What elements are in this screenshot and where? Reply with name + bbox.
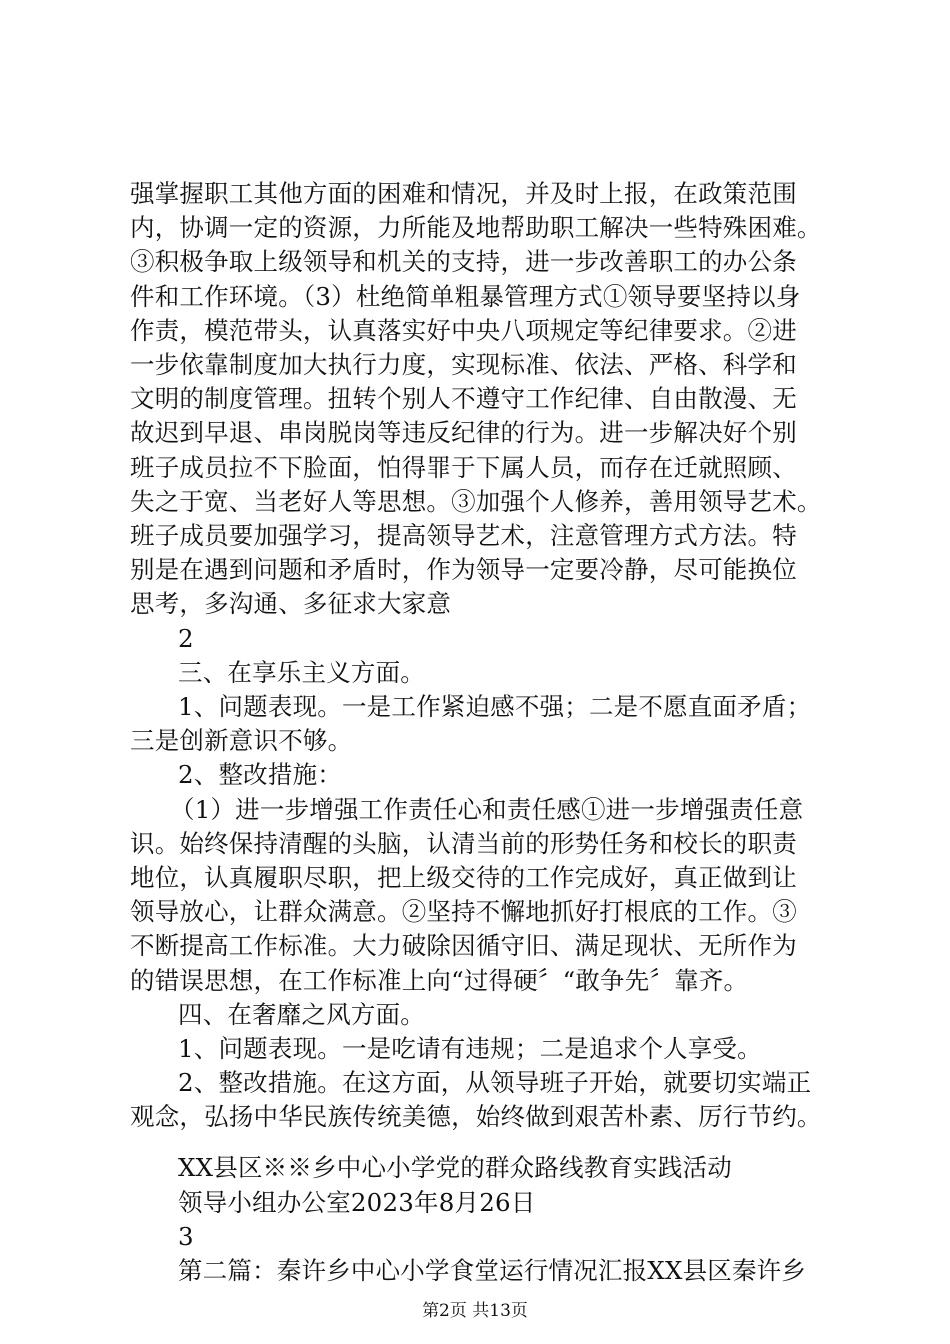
subheading: 2、整改措施：	[178, 760, 342, 789]
signature-organization: XX县区※※乡中心小学党的群众路线教育实践活动	[178, 1153, 732, 1182]
body-text-line: 故迟到早退、串岗脱岗等违反纪律的行为。进一步解决好个别	[130, 418, 797, 447]
signature-date: 领导小组办公室2023年8月26日	[178, 1188, 536, 1217]
body-text-line: 一步依靠制度加大执行力度，实现标准、依法、严格、科学和	[130, 350, 797, 379]
body-text-line: 地位，认真履职尽职，把上级交待的工作完成好，真正做到让	[130, 863, 797, 892]
body-text-line: 不断提高工作标准。大力破除因循守旧、满足现状、无所作为	[130, 931, 797, 960]
body-text-line: 1、问题表现。一是工作紧迫感不强；二是不愿直面矛盾；	[178, 692, 812, 721]
section-heading: 三、在享乐主义方面。	[178, 658, 425, 687]
body-text-line: 班子成员拉不下脸面，怕得罪于下属人员，而存在迁就照顾、	[130, 453, 797, 482]
body-text-line: 1、问题表现。一是吃请有违规；二是追求个人享受。	[178, 1034, 762, 1063]
body-text-line: 强掌握职工其他方面的困难和情况，并及时上报，在政策范围	[130, 179, 797, 208]
body-text-line: 件和工作环境。（3）杜绝简单粗暴管理方式①领导要坚持以身	[130, 282, 801, 311]
body-text-line: 三是创新意识不够。	[130, 726, 353, 755]
body-text-line: 识。始终保持清醒的头脑，认清当前的形势任务和校长的职责	[130, 829, 797, 858]
body-text-line: 失之于宽、当老好人等思想。③加强个人修养，善用领导艺术。	[130, 487, 822, 516]
body-text-line: 2、整改措施。在这方面，从领导班子开始，就要切实端正	[178, 1068, 812, 1097]
body-text-line: 观念，弘扬中华民族传统美德，始终做到艰苦朴素、厉行节约。	[130, 1102, 822, 1131]
body-text-line: ③积极争取上级领导和机关的支持，进一步改善职工的办公条	[130, 247, 797, 276]
body-text-line: 班子成员要加强学习，提高领导艺术，注意管理方式方法。特	[130, 521, 797, 550]
body-text-line: 领导放心，让群众满意。②坚持不懈地抓好打根底的工作。③	[130, 897, 797, 926]
page-number-marker: 3	[178, 1222, 194, 1251]
body-text-line: 作责，模范带头，认真落实好中央八项规定等纪律要求。②进	[130, 316, 797, 345]
body-text-line: 思考，多沟通、多征求大家意	[130, 589, 452, 618]
body-text-line: 内，协调一定的资源，力所能及地帮助职工解决一些特殊困难。	[130, 213, 822, 242]
page-footer: 第2页 共13页	[422, 1301, 528, 1321]
body-text-line: 文明的制度管理。扭转个别人不遵守工作纪律、自由散漫、无	[130, 384, 797, 413]
next-section-title: 第二篇：秦许乡中心小学食堂运行情况汇报XX县区秦许乡	[178, 1256, 807, 1285]
body-text-line: 的错误思想，在工作标准上向“过得硬〞“敢争先〞靠齐。	[130, 966, 749, 995]
body-text-line: 别是在遇到问题和矛盾时，作为领导一定要冷静，尽可能换位	[130, 555, 797, 584]
page-number-marker: 2	[178, 624, 194, 653]
body-text-line: （1）进一步增强工作责任心和责任感①进一步增强责任意	[170, 795, 804, 824]
section-heading: 四、在奢靡之风方面。	[178, 1000, 425, 1029]
